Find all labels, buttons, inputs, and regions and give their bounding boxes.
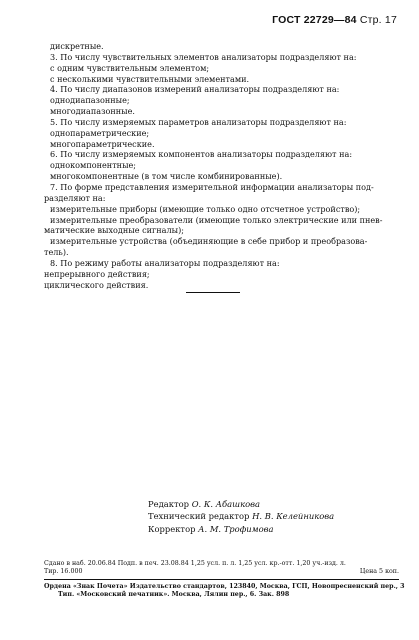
text-line: однопараметрические; [50,127,150,138]
text-line: с одним чувствительным элементом; [50,62,210,73]
tech-editor-name: Н. В. Келейникова [252,511,335,522]
corrector-role: Корректор [148,523,196,534]
corrector-line [148,523,334,535]
tech-editor-role: Технический редактор [148,511,250,522]
text-line: циклического действия. [44,279,149,290]
text-line: однодиапазонные; [50,95,130,106]
text-line: многокомпонентные (в том числе комбинированные). [50,171,283,182]
editor-role: Редактор [148,499,190,509]
body-text [44,41,394,290]
text-line: непрерывного действия; [44,268,150,279]
editor-name: О. К. Абашкова [191,499,260,509]
text-line: матические выходные сигналы); [44,225,184,236]
editor-line [148,498,334,510]
page-header [272,14,397,26]
imprint-divider [44,579,399,580]
text-line: 3. По числу чувствительных элементов анализаторы подразделяют на: [50,51,357,62]
imprint-price: Цена 5 коп. [359,567,399,575]
tech-editor-line [148,510,334,522]
text-line: измерительные приборы (имеющие только одно отсчетное устройство); [50,203,361,214]
credits-block [148,498,334,535]
text-line: 8. По режиму работы анализаторы подразделяют на: [50,257,280,268]
text-line: разделяют на: [44,192,106,203]
text-line: однокомпонентные; [50,160,137,171]
text-line: 4. По числу диапазонов измерений анализаторы подразделяют на: [50,84,340,95]
imprint-block [44,560,405,599]
imprint-run-price [44,568,399,576]
corrector-name: А. М. Трофимова [198,523,274,534]
imprint-publisher: Ордена «Знак Почета» Издательство стандартов, 123840, Москва, ГСП, Новопресненский пер., 3 [44,582,405,590]
imprint-print-run: Тир. 16.000 [44,567,83,575]
text-line: 7. По форме представления измерительной информации анализаторы под- [50,181,374,192]
section-divider [186,292,240,293]
standard-number: ГОСТ 22729—84 [272,14,357,26]
text-line: тель). [44,247,69,258]
text-line: дискретные. [50,41,104,51]
imprint-dates: Сдано в наб. 20.06.84 Подп. в печ. 23.08.84 1,25 усл. п. л. 1,25 усл. кр.-отт. 1,20 уч.-изд. л. [44,560,346,567]
text-line: 6. По числу измеряемых компонентов анализаторы подразделяют на: [50,149,353,160]
text-line: многопараметрические. [50,138,155,149]
text-line: измерительные преобразователи (имеющие только электрические или пнев- [50,214,383,225]
page-number: Стр. 17 [359,14,397,26]
text-line: многодиапазонные. [50,106,135,117]
text-line: 5. По числу измеряемых параметров анализаторы подразделяют на: [50,116,347,127]
imprint-printer: Тип. «Московский печатник». Москва, Лялин пер., 6. Зак. 898 [58,590,290,598]
text-line: с несколькими чувствительными элементами. [50,73,250,84]
text-line: измерительные устройства (объединяющие в себе прибор и преобразова- [50,236,368,247]
